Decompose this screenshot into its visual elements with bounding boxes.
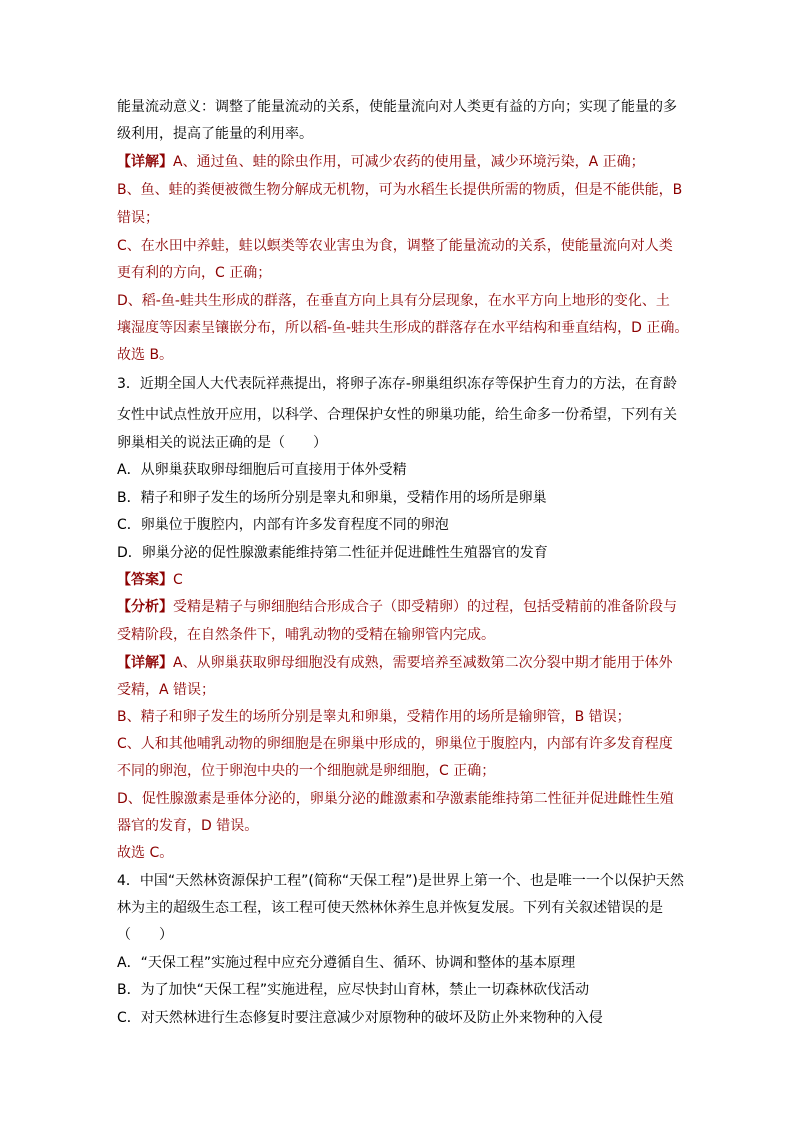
q3-detail-line: D、促性腺激素是垂体分泌的，卵巢分泌的雌激素和孕激素能维持第二性征并促进雌性生殖 [117,791,674,807]
q2-detail-line: 更有利的方向，C 正确； [117,265,272,281]
q2-detail-line: D、稻-鱼-蛙共生形成的群落，在垂直方向上具有分层现象，在水平方向上地形的变化、土 [117,293,670,309]
q3-detail-line [117,653,673,673]
q4-option-b: B．为了加快“天保工程”实施进程，应尽快封山育林，禁止一切森林砍伐活动 [117,982,590,998]
q2-detail-line [117,152,645,172]
answer-value: C [173,572,183,588]
answer-tag: 【答案】 [117,572,173,588]
q2-detail-line: 错误； [117,210,159,226]
q4-stem-line: 4．中国“天然林资源保护工程”(简称“天保工程”)是世界上第一个、也是唯一一个以保护天然 [117,873,684,889]
q3-detail-line: B、精子和卵子发生的场所分别是睾丸和卵巢，受精作用的场所是输卵管，B 错误； [117,709,631,725]
q3-answer-line [117,570,183,590]
q3-conclusion: 故选 C。 [117,845,174,861]
q2-detail-line: 壤湿度等因素呈镶嵌分布，所以稻-鱼-蛙共生形成的群落存在水平结构和垂直结构，D 正确。 [117,320,689,336]
analysis-line: 级利用，提高了能量的利用率。 [117,126,313,142]
q3-stem-line: 女性中试点性放开应用，以科学、合理保护女性的卵巢功能，给生命多一份希望，下列有关 [117,407,677,423]
detail-text: A、通过鱼、蛙的除虫作用，可减少农药的使用量，减少环境污染，A 正确； [173,154,645,170]
analysis-line: 能量流动意义：调整了能量流动的关系，使能量流向对人类更有益的方向；实现了能量的多 [117,99,677,115]
q2-detail-line: C、在水田中养蛙，蛙以螟类等农业害虫为食，调整了能量流动的关系，使能量流向对人类 [117,238,673,254]
q4-option-a: A．“天保工程”实施过程中应充分遵循自生、循环、协调和整体的基本原理 [117,955,576,971]
q3-analysis-line [117,597,677,617]
q3-option-d: D．卵巢分泌的促性腺激素能维持第二性征并促进雌性生殖器官的发育 [117,545,548,561]
q3-option-b: B．精子和卵子发生的场所分别是睾丸和卵巢，受精作用的场所是卵巢 [117,490,547,506]
q3-analysis-line: 受精阶段，在自然条件下，哺乳动物的受精在输卵管内完成。 [117,627,495,643]
q3-detail-line: C、人和其他哺乳动物的卵细胞是在卵巢中形成的，卵巢位于腹腔内，内部有许多发育程度 [117,736,673,752]
q3-detail-line: 不同的卵泡，位于卵泡中央的一个细胞就是卵细胞，C 正确； [117,763,496,779]
detail-tag: 【详解】 [117,154,173,170]
q4-stem-line: 林为主的超级生态工程，该工程可使天然林休养生息并恢复发展。下列有关叙述错误的是 [117,900,663,916]
q3-stem-line: 卵巢相关的说法正确的是（ ） [117,435,327,451]
q2-conclusion: 故选 B。 [117,347,174,363]
analysis-tag: 【分析】 [117,599,173,615]
q4-option-c: C．对天然林进行生态修复时要注意减少对原物种的破坏及防止外来物种的入侵 [117,1010,603,1026]
q2-detail-line: B、鱼、蛙的粪便被微生物分解成无机物，可为水稻生长提供所需的物质，但是不能供能，B [117,182,683,198]
q3-option-c: C．卵巢位于腹腔内，内部有许多发育程度不同的卵泡 [117,517,449,533]
q4-stem-line: （ ） [117,927,173,943]
q3-option-a: A．从卵巢获取卵母细胞后可直接用于体外受精 [117,462,407,478]
q3-detail-line: 器官的发育，D 错误。 [117,818,259,834]
q3-detail-line: 受精，A 错误； [117,682,216,698]
detail-text: A、从卵巢获取卵母细胞没有成熟，需要培养至减数第二次分裂中期才能用于体外 [173,655,673,671]
analysis-text: 受精是精子与卵细胞结合形成合子（即受精卵）的过程，包括受精前的准备阶段与 [173,599,677,615]
detail-tag: 【详解】 [117,655,173,671]
q3-stem-line: 3．近期全国人大代表阮祥燕提出，将卵子冻存-卵巢组织冻存等保护生育力的方法，在育龄 [117,376,677,392]
